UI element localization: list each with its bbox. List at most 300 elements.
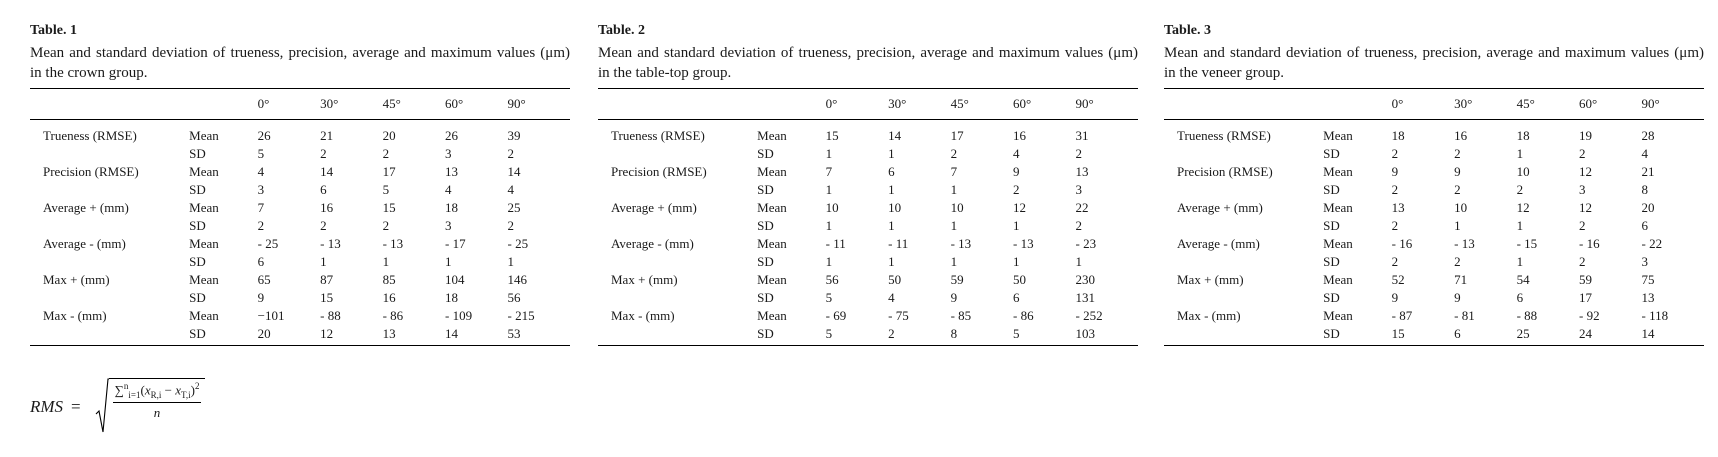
- value-cell: 14: [445, 326, 459, 341]
- row-label: [598, 253, 757, 271]
- row-label: [598, 145, 757, 163]
- value-cell: - 69: [825, 308, 847, 323]
- value-cell: 2: [1391, 146, 1399, 161]
- value-cell: 5: [382, 182, 390, 197]
- value-cell: 2: [320, 218, 327, 233]
- table-row: [30, 181, 570, 199]
- table-row: [1164, 145, 1704, 163]
- stat-label: Mean: [757, 272, 787, 287]
- row-label: [30, 325, 189, 346]
- value-cell: 85: [382, 272, 396, 287]
- value-cell: 15: [825, 128, 839, 143]
- value-cell: 2: [1013, 182, 1020, 197]
- value-cell: 2: [507, 218, 514, 233]
- value-cell: 103: [1075, 326, 1095, 341]
- column-header: 30°: [1454, 96, 1473, 111]
- row-label: Trueness (RMSE): [1177, 128, 1271, 143]
- table-row: [1164, 289, 1704, 307]
- table-row: [30, 145, 570, 163]
- row-label: [1164, 181, 1323, 199]
- value-cell: 13: [1075, 164, 1089, 179]
- stat-label: SD: [757, 290, 774, 305]
- value-cell: 104: [445, 272, 465, 287]
- value-cell: 10: [1454, 200, 1468, 215]
- value-cell: - 215: [507, 308, 535, 323]
- value-cell: 13: [1391, 200, 1405, 215]
- value-cell: 1: [1516, 146, 1524, 161]
- value-cell: 17: [950, 128, 964, 143]
- stat-label: SD: [189, 182, 206, 197]
- value-cell: 21: [320, 128, 334, 143]
- stat-label: Mean: [757, 308, 787, 323]
- value-cell: 10: [888, 200, 902, 215]
- value-cell: 6: [257, 254, 265, 269]
- stat-label: Mean: [1323, 236, 1353, 251]
- stat-label: SD: [189, 218, 206, 233]
- table-row: [1164, 120, 1704, 146]
- column-header: 90°: [1641, 96, 1660, 111]
- value-cell: 1: [445, 254, 452, 269]
- table-row: [30, 271, 570, 289]
- value-cell: - 109: [445, 308, 473, 323]
- row-label: [30, 181, 189, 199]
- value-cell: 71: [1454, 272, 1468, 287]
- value-cell: 2: [1579, 254, 1586, 269]
- formula-x2: x: [175, 382, 182, 398]
- value-cell: 15: [382, 200, 396, 215]
- value-cell: 5: [257, 146, 265, 161]
- value-cell: - 92: [1579, 308, 1600, 323]
- table-row: [30, 217, 570, 235]
- value-cell: −101: [257, 308, 285, 323]
- value-cell: - 86: [1013, 308, 1034, 323]
- column-header: [1164, 89, 1323, 120]
- table-row: [30, 307, 570, 325]
- value-cell: 6: [1516, 290, 1524, 305]
- value-cell: - 22: [1641, 236, 1663, 251]
- value-cell: 4: [257, 164, 265, 179]
- column-header: 30°: [888, 96, 907, 111]
- row-label: Average - (mm): [43, 236, 126, 251]
- value-cell: 2: [1579, 218, 1586, 233]
- value-cell: - 88: [1516, 308, 1538, 323]
- row-label: [30, 253, 189, 271]
- table-3: [1164, 22, 1704, 346]
- value-cell: 2: [382, 218, 390, 233]
- stat-label: SD: [757, 182, 774, 197]
- table-row: [598, 271, 1138, 289]
- row-label: Max - (mm): [43, 308, 107, 323]
- value-cell: 1: [382, 254, 390, 269]
- table-row: [30, 163, 570, 181]
- row-label: Precision (RMSE): [1177, 164, 1273, 179]
- value-cell: 2: [1454, 254, 1461, 269]
- formula-sum-lower: i=1: [128, 389, 141, 400]
- row-label: [598, 289, 757, 307]
- value-cell: 2: [1391, 218, 1399, 233]
- value-cell: 1: [825, 182, 833, 197]
- value-cell: 9: [1391, 290, 1399, 305]
- table-row: [1164, 217, 1704, 235]
- value-cell: 50: [888, 272, 902, 287]
- table-row: [30, 289, 570, 307]
- value-cell: 14: [1641, 326, 1655, 341]
- row-label: Max + (mm): [1177, 272, 1244, 287]
- value-cell: - 11: [888, 236, 909, 251]
- value-cell: 2: [1454, 146, 1461, 161]
- value-cell: 12: [320, 326, 334, 341]
- column-header: 45°: [1516, 96, 1535, 111]
- formula-x1: x: [144, 382, 151, 398]
- value-cell: 14: [320, 164, 334, 179]
- value-cell: 17: [382, 164, 396, 179]
- stat-label: SD: [757, 254, 774, 269]
- value-cell: 1: [888, 182, 895, 197]
- value-cell: 1: [950, 218, 958, 233]
- value-cell: 1: [1454, 218, 1461, 233]
- table-caption: Mean and standard deviation of trueness, precision, average and maximum values (μm) in the crown group.: [30, 45, 570, 81]
- sqrt-symbol-icon: [95, 378, 109, 436]
- formula-x1-sub: R,i: [150, 389, 162, 400]
- value-cell: 1: [950, 182, 958, 197]
- value-cell: 7: [825, 164, 833, 179]
- table-row: [1164, 253, 1704, 271]
- value-cell: 9: [1013, 164, 1020, 179]
- value-cell: 15: [320, 290, 334, 305]
- stat-label: Mean: [757, 164, 787, 179]
- value-cell: 2: [888, 326, 895, 341]
- value-cell: 7: [257, 200, 265, 215]
- value-cell: 10: [1516, 164, 1530, 179]
- table-row: [1164, 181, 1704, 199]
- value-cell: 9: [1454, 164, 1461, 179]
- value-cell: 1: [507, 254, 514, 269]
- value-cell: 59: [1579, 272, 1593, 287]
- column-header: 0°: [825, 96, 838, 111]
- row-label: [1164, 145, 1323, 163]
- table-label: Table. 3: [1164, 23, 1211, 38]
- value-cell: 16: [1454, 128, 1468, 143]
- value-cell: 4: [888, 290, 895, 305]
- formula-open-paren: (: [140, 382, 145, 398]
- table-row: [30, 199, 570, 217]
- value-cell: 1: [1075, 254, 1082, 269]
- stat-label: SD: [757, 326, 774, 341]
- value-cell: 6: [888, 164, 895, 179]
- table-row: [1164, 235, 1704, 253]
- data-table: [30, 88, 570, 346]
- formula-radical: [95, 378, 206, 436]
- value-cell: 7: [950, 164, 958, 179]
- value-cell: 8: [1641, 182, 1648, 197]
- table-1: [30, 22, 570, 346]
- data-table: [1164, 88, 1704, 346]
- stat-label: Mean: [757, 236, 787, 251]
- value-cell: 2: [507, 146, 514, 161]
- value-cell: 1: [1013, 254, 1020, 269]
- column-header: 60°: [445, 96, 464, 111]
- table-row: [598, 325, 1138, 346]
- value-cell: 13: [1641, 290, 1655, 305]
- formula-lhs: RMS: [30, 397, 64, 416]
- value-cell: - 81: [1454, 308, 1475, 323]
- value-cell: 12: [1516, 200, 1530, 215]
- value-cell: 20: [257, 326, 271, 341]
- value-cell: 2: [382, 146, 390, 161]
- value-cell: - 87: [1391, 308, 1413, 323]
- value-cell: 22: [1075, 200, 1089, 215]
- value-cell: 26: [445, 128, 459, 143]
- value-cell: 2: [950, 146, 958, 161]
- value-cell: 131: [1075, 290, 1095, 305]
- formula-power: 2: [194, 381, 200, 391]
- value-cell: 146: [507, 272, 527, 287]
- stat-label: Mean: [1323, 164, 1353, 179]
- table-row: [598, 235, 1138, 253]
- value-cell: 9: [257, 290, 265, 305]
- value-cell: 54: [1516, 272, 1530, 287]
- value-cell: 2: [257, 218, 265, 233]
- value-cell: 2: [1516, 182, 1524, 197]
- value-cell: - 13: [950, 236, 972, 251]
- formula-sum: ∑: [114, 382, 124, 398]
- value-cell: 52: [1391, 272, 1405, 287]
- row-label: [1164, 325, 1323, 346]
- rms-formula: [30, 378, 205, 436]
- table-row: [598, 289, 1138, 307]
- value-cell: 1: [1013, 218, 1020, 233]
- value-cell: 6: [320, 182, 327, 197]
- row-label: Average + (mm): [43, 200, 129, 215]
- value-cell: - 86: [382, 308, 404, 323]
- value-cell: - 23: [1075, 236, 1097, 251]
- stat-label: SD: [189, 326, 206, 341]
- value-cell: 65: [257, 272, 271, 287]
- value-cell: 1: [320, 254, 327, 269]
- stat-label: Mean: [1323, 272, 1353, 287]
- value-cell: - 118: [1641, 308, 1669, 323]
- table-label: Table. 1: [30, 23, 77, 38]
- value-cell: 1: [888, 146, 895, 161]
- value-cell: 24: [1579, 326, 1593, 341]
- row-label: [598, 325, 757, 346]
- value-cell: 6: [1013, 290, 1020, 305]
- value-cell: 16: [1013, 128, 1027, 143]
- row-label: [30, 217, 189, 235]
- value-cell: 230: [1075, 272, 1095, 287]
- row-label: Precision (RMSE): [43, 164, 139, 179]
- value-cell: 6: [1641, 218, 1648, 233]
- stat-label: Mean: [189, 128, 219, 143]
- column-header: 0°: [1391, 96, 1404, 111]
- value-cell: 25: [1516, 326, 1530, 341]
- value-cell: 13: [382, 326, 396, 341]
- value-cell: 56: [507, 290, 521, 305]
- value-cell: - 16: [1391, 236, 1413, 251]
- value-cell: - 13: [1454, 236, 1475, 251]
- table-row: [598, 181, 1138, 199]
- value-cell: 87: [320, 272, 334, 287]
- value-cell: 2: [320, 146, 327, 161]
- column-header: 90°: [507, 96, 526, 111]
- table-row: [30, 235, 570, 253]
- formula-numerator: [113, 381, 202, 403]
- value-cell: 39: [507, 128, 521, 143]
- value-cell: 59: [950, 272, 964, 287]
- column-header: 60°: [1579, 96, 1598, 111]
- value-cell: 12: [1579, 200, 1593, 215]
- table-label: Table. 2: [598, 23, 645, 38]
- row-label: [598, 181, 757, 199]
- value-cell: 5: [825, 290, 833, 305]
- value-cell: 6: [1454, 326, 1461, 341]
- value-cell: - 75: [888, 308, 909, 323]
- value-cell: - 13: [1013, 236, 1034, 251]
- row-label: Max - (mm): [1177, 308, 1241, 323]
- value-cell: 3: [257, 182, 265, 197]
- value-cell: 4: [445, 182, 452, 197]
- table-row: [1164, 307, 1704, 325]
- stat-label: SD: [1323, 146, 1340, 161]
- table-2: [598, 22, 1138, 346]
- value-cell: 12: [1579, 164, 1593, 179]
- value-cell: 17: [1579, 290, 1593, 305]
- value-cell: 14: [888, 128, 902, 143]
- value-cell: 1: [950, 254, 958, 269]
- value-cell: 19: [1579, 128, 1593, 143]
- table-row: [598, 163, 1138, 181]
- value-cell: 3: [1075, 182, 1082, 197]
- value-cell: 2: [1075, 146, 1082, 161]
- value-cell: 8: [950, 326, 958, 341]
- row-label: [1164, 289, 1323, 307]
- row-label: Average - (mm): [1177, 236, 1260, 251]
- formula-denominator: n: [153, 404, 161, 420]
- value-cell: 26: [257, 128, 271, 143]
- value-cell: 5: [825, 326, 833, 341]
- stat-label: SD: [757, 218, 774, 233]
- stat-label: Mean: [757, 200, 787, 215]
- table-row: [30, 325, 570, 346]
- stat-label: Mean: [189, 164, 219, 179]
- stat-label: SD: [1323, 290, 1340, 305]
- column-header: 90°: [1075, 96, 1094, 111]
- value-cell: - 25: [257, 236, 279, 251]
- value-cell: 4: [507, 182, 514, 197]
- value-cell: - 85: [950, 308, 972, 323]
- formula-sum-upper: n: [123, 381, 129, 391]
- value-cell: 1: [888, 218, 895, 233]
- value-cell: 2: [1391, 182, 1399, 197]
- stat-label: Mean: [757, 128, 787, 143]
- stat-label: SD: [757, 146, 774, 161]
- value-cell: 16: [382, 290, 396, 305]
- formula-equals: =: [71, 397, 81, 416]
- column-header: [189, 89, 258, 120]
- value-cell: 1: [825, 146, 833, 161]
- table-header-row: [30, 89, 570, 120]
- row-label: Max + (mm): [611, 272, 678, 287]
- table-row: [598, 120, 1138, 146]
- column-header: [1323, 89, 1392, 120]
- table-row: [598, 145, 1138, 163]
- table-row: [598, 253, 1138, 271]
- row-label: Average - (mm): [611, 236, 694, 251]
- column-header: [30, 89, 189, 120]
- value-cell: 3: [1641, 254, 1648, 269]
- value-cell: 20: [1641, 200, 1655, 215]
- value-cell: 10: [825, 200, 839, 215]
- value-cell: - 17: [445, 236, 466, 251]
- row-label: [30, 145, 189, 163]
- value-cell: - 15: [1516, 236, 1538, 251]
- value-cell: 56: [825, 272, 839, 287]
- column-header: [757, 89, 826, 120]
- value-cell: 2: [1579, 146, 1586, 161]
- data-table: [598, 88, 1138, 346]
- table-row: [1164, 271, 1704, 289]
- value-cell: 3: [1579, 182, 1586, 197]
- table-caption: Mean and standard deviation of trueness, precision, average and maximum values (μm) in the veneer group.: [1164, 45, 1704, 81]
- value-cell: 4: [1013, 146, 1020, 161]
- stat-label: Mean: [189, 308, 219, 323]
- column-header: 0°: [257, 96, 270, 111]
- value-cell: 10: [950, 200, 964, 215]
- row-label: Trueness (RMSE): [611, 128, 705, 143]
- column-header: 30°: [320, 96, 339, 111]
- value-cell: - 252: [1075, 308, 1103, 323]
- value-cell: 16: [320, 200, 334, 215]
- value-cell: 18: [445, 290, 459, 305]
- value-cell: 2: [1454, 182, 1461, 197]
- value-cell: 15: [1391, 326, 1405, 341]
- value-cell: 1: [1516, 254, 1524, 269]
- table-row: [1164, 199, 1704, 217]
- value-cell: 3: [445, 146, 452, 161]
- table-row: [598, 217, 1138, 235]
- value-cell: 1: [1516, 218, 1524, 233]
- value-cell: 9: [950, 290, 958, 305]
- stat-label: SD: [1323, 218, 1340, 233]
- row-label: [30, 289, 189, 307]
- value-cell: 9: [1454, 290, 1461, 305]
- value-cell: 28: [1641, 128, 1655, 143]
- row-label: [598, 217, 757, 235]
- column-header: 45°: [950, 96, 969, 111]
- stat-label: SD: [1323, 182, 1340, 197]
- row-label: [1164, 253, 1323, 271]
- stat-label: SD: [189, 290, 206, 305]
- table-row: [30, 120, 570, 146]
- value-cell: 3: [445, 218, 452, 233]
- row-label: Trueness (RMSE): [43, 128, 137, 143]
- stat-label: SD: [189, 146, 206, 161]
- table-row: [30, 253, 570, 271]
- stat-label: Mean: [189, 200, 219, 215]
- value-cell: 5: [1013, 326, 1020, 341]
- value-cell: 53: [507, 326, 521, 341]
- value-cell: 75: [1641, 272, 1655, 287]
- value-cell: 13: [445, 164, 459, 179]
- value-cell: 1: [825, 254, 833, 269]
- column-header: 60°: [1013, 96, 1032, 111]
- table-header-row: [598, 89, 1138, 120]
- table-caption: Mean and standard deviation of trueness, precision, average and maximum values (μm) in the table-top group.: [598, 45, 1138, 81]
- value-cell: 1: [825, 218, 833, 233]
- table-row: [598, 307, 1138, 325]
- value-cell: 21: [1641, 164, 1655, 179]
- value-cell: - 25: [507, 236, 529, 251]
